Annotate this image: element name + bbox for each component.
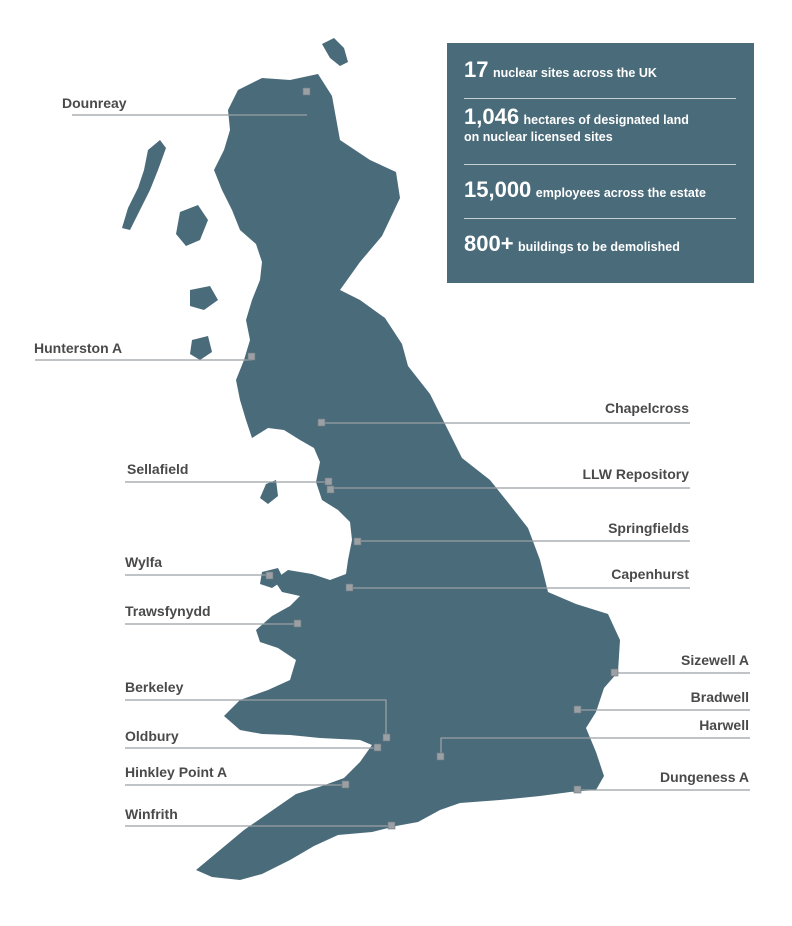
label-trawsfynydd: Trawsfynydd	[125, 603, 211, 619]
label-llw: LLW Repository	[582, 466, 689, 482]
label-capenhurst: Capenhurst	[611, 566, 689, 582]
label-hinkley: Hinkley Point A	[125, 764, 228, 780]
label-wylfa: Wylfa	[125, 554, 163, 570]
marker-hunterston	[248, 353, 255, 360]
mull-island	[190, 286, 218, 310]
marker-sellafield	[325, 478, 332, 485]
stat-sites-number: 17	[464, 57, 489, 82]
stat-employees-number: 15,000	[464, 177, 532, 202]
outer-hebrides	[122, 140, 166, 230]
label-dungeness: Dungeness A	[660, 769, 749, 785]
isle-of-man	[260, 480, 278, 504]
stat-land-number: 1,046	[464, 104, 520, 129]
marker-harwell	[437, 753, 444, 760]
label-bradwell: Bradwell	[690, 689, 749, 705]
label-hunterston: Hunterston A	[34, 340, 123, 356]
skye-island	[176, 205, 208, 246]
label-chapelcross: Chapelcross	[604, 400, 689, 416]
label-dounreay: Dounreay	[62, 95, 127, 111]
stat-buildings	[464, 219, 736, 269]
stat-buildings-text: buildings to be demolished	[518, 240, 680, 254]
marker-bradwell	[574, 706, 581, 713]
label-oldbury: Oldbury	[125, 728, 179, 744]
marker-hinkley	[342, 781, 349, 788]
marker-wylfa	[266, 572, 273, 579]
label-sizewell: Sizewell A	[681, 652, 749, 668]
marker-winfrith	[388, 822, 395, 829]
stat-land	[464, 99, 736, 165]
label-sellafield: Sellafield	[127, 461, 189, 477]
label-springfields: Springfields	[608, 520, 689, 536]
marker-trawsfynydd	[294, 620, 301, 627]
marker-springfields	[354, 538, 361, 545]
label-harwell: Harwell	[699, 717, 749, 733]
marker-dounreay	[303, 88, 310, 95]
stat-employees	[464, 165, 736, 219]
stat-sites	[464, 53, 736, 99]
stat-land-text-2: on nuclear licensed sites	[464, 130, 613, 144]
stat-land-text: hectares of designated land	[523, 113, 689, 127]
marker-sizewell	[611, 669, 618, 676]
marker-chapelcross	[318, 419, 325, 426]
marker-berkeley	[383, 734, 390, 741]
stat-sites-text: nuclear sites across the UK	[492, 66, 657, 80]
marker-capenhurst	[346, 584, 353, 591]
stat-employees-text: employees across the estate	[535, 186, 706, 200]
marker-oldbury	[374, 744, 381, 751]
orkney-islands	[322, 38, 348, 66]
label-berkeley: Berkeley	[125, 679, 184, 695]
stat-buildings-number: 800+	[464, 231, 514, 256]
marker-llw	[327, 486, 334, 493]
stats-panel	[447, 43, 754, 283]
label-winfrith: Winfrith	[125, 806, 178, 822]
marker-dungeness	[574, 786, 581, 793]
islay-island	[190, 336, 212, 360]
